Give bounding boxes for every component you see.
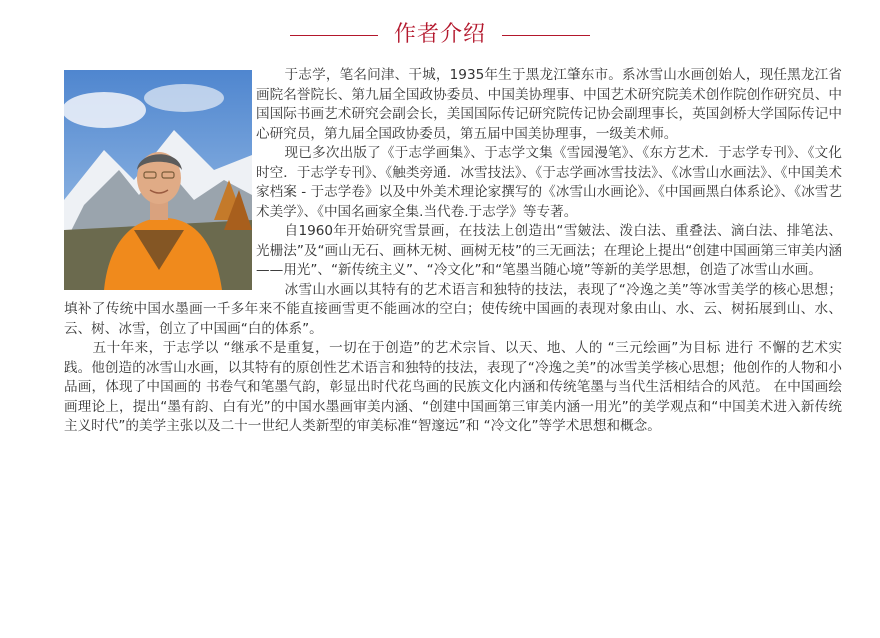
bio-paragraph-4: 冰雪山水画以其特有的艺术语言和独特的技法，表现了“冷逸之美”等冰雪美学的核心思想；填补了传统中国水墨画一千多年来不能直接画雪更不能画冰的空白；使传统中国画的表现对象由山、水、云、树拓展到山、水、云、树、冰雪，创立了中国画“白的体系”。 (64, 281, 842, 337)
page-title: 作者介绍 (393, 22, 486, 47)
bio-paragraph-3: 自1960年开始研究雪景画，在技法上创造出“雪皴法、泼白法、重叠法、滴白法、排笔法、光栅法”及“画山无石、画林无树、画树无枝”的三无画法；在理论上提出“创建中国画第三审美内涵——用光”、“新传统主义”、“冷文化”和“笔墨当随心境”等新的美学思想，创造了冰雪山水画。 (256, 223, 842, 278)
title-rule-left (290, 35, 378, 36)
author-bio (64, 66, 842, 437)
bio-paragraph-1: 于志学，笔名问津、干城，1935年生于黑龙江肇东市。系冰雪山水画创始人，现任黑龙江省画院名誉院长、第九届全国政协委员、中国美协理事、中国艺术研究院美术创作院创作研究员、中国国际书画艺术研究会副会长，美国国际传记研究院传记协会副理事长，英国剑桥大学国际传记中心研究员，第九届全国政协委员，第五届中国美协理事，一级美术师。 (256, 67, 842, 142)
title-rule-right (502, 35, 590, 36)
bio-paragraph-5: 五十年来，于志学以 “继承不是重复，一切在于创造”的艺术宗旨、以天、地、人的 “三元绘画”为目标 进行 不懈的艺术实践。他创造的冰雪山水画，以其特有的原创性艺术语言和独特的技法，表现了“冷逸之美”的冰雪美学核心思想；他创作的人物和小品画，体现了中国画的 书卷气和笔墨气韵，彰显出时代花鸟画的民族文化内涵和传统笔墨与当代生活相结合的风范。 在中国画绘画理论上，提出“墨有韵、白有光”的中国水墨画审美内涵、“创建中国画第三审美内涵一用光”的美学观点和“中国美术进入新传统主义时代”的美学主张以及二十一世纪人类新型的审美标准“智邃远”和 “冷文化”等学术思想和概念。 (64, 340, 842, 434)
bio-paragraph-2: 现已多次出版了《于志学画集》、于志学文集《雪园漫笔》、《东方艺术．于志学专刊》、《文化时空．于志学专刊》、《触类旁通．冰雪技法》、《于志学画冰雪技法》、《冰雪山水画法》、《中国美术家档案 - 于志学卷》以及中外美术理论家撰写的《冰雪山水画论》、《中国画黑白体系论》、《冰雪艺术美学》、《中国名画家全集.当代卷.于志学》等专著。 (256, 145, 842, 220)
title-row (0, 17, 880, 53)
photo-spacer (64, 66, 256, 292)
